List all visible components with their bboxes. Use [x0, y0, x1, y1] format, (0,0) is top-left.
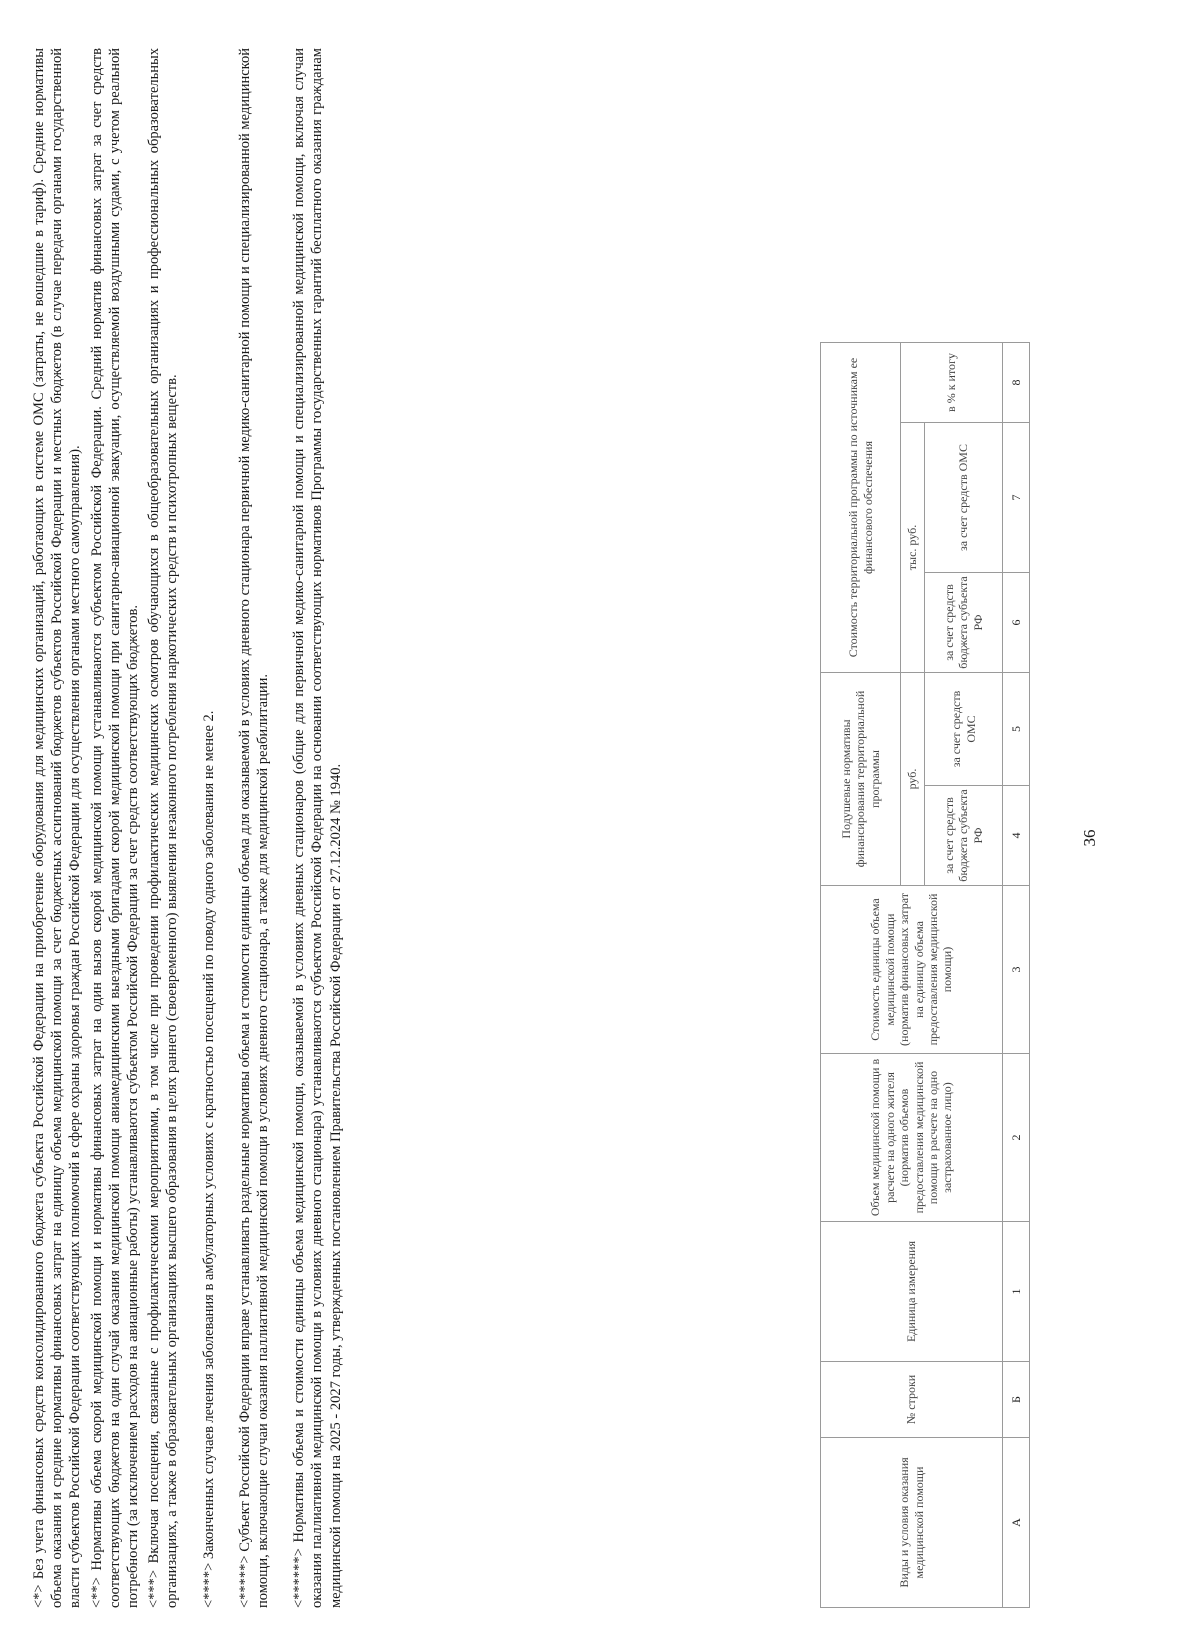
footnotes	[30, 48, 780, 1608]
footnote: <***> Включая посещения, связанные с профилактическими мероприятиями, в том числе при проведении профилактических медицинских осмотров обучающихся в общеобразовательных организациях и профессиональных образовательных организациях, а также в образовательных организациях высшего образования в целях раннего (своевременного) выявления незаконного потребления наркотических средств и психотропных веществ.	[146, 48, 181, 1608]
header-thous-rub: тыс. руб.	[901, 423, 925, 673]
header-col-a: Виды и условия оказания медицинской помощи	[821, 1438, 1003, 1608]
header-col-8: в % к итогу	[901, 342, 1003, 422]
header-col-b: № строки	[821, 1362, 1003, 1438]
footnote: <******> Нормативы объема и стоимости единицы объема медицинской помощи, оказываемой в условиях дневных стационаров (общие для первичной медико-санитарной помощи и специализированной медицинской помощи, включая случаи оказания паллиативной медицинской помощи в условиях дневного стационара) устанавливаются субъектом Российской Федерации на основании соответствующих нормативов Программы государственных гарантий бесплатного оказания гражданам медицинской помощи на 2025 - 2027 годы, утвержденных постановлением Правительства Российской Федерации от 27.12.2024 № 1940.	[291, 48, 344, 1608]
header-col-1: Единица измерения	[821, 1222, 1003, 1362]
footnote: <**> Нормативы объема скорой медицинской помощи и нормативы финансовых затрат на один вызов скорой медицинской помощи устанавливаются субъектом Российской Федерации. Средний норматив финансовых затрат за счет средств соответствующих бюджетов на один случай оказания медицинской помощи авиамедицинскими выездными бригадами скорой медицинской помощи при санитарно-авиационной эвакуации, осуществляемой воздушными судами, с учетом реальной потребности (за исключением расходов на авиационные работы) устанавливаются субъектом Российской Федерации за счет средств соответствующих бюджетов.	[88, 48, 142, 1608]
header-col-3: Стоимость единицы объема медицинской помощи (норматив финансовых затрат на единицу объема предоставления медицинской помощи)	[821, 886, 1003, 1054]
column-number: 4	[1003, 786, 1030, 886]
footnote: <****> Законченных случаев лечения заболевания в амбулаторных условиях с кратностью посещений по поводу одного заболевания не менее 2.	[200, 710, 217, 1608]
column-number: 2	[1003, 1054, 1030, 1222]
header-rub: руб.	[901, 673, 925, 886]
column-number: А	[1003, 1438, 1030, 1608]
column-number: 7	[1003, 423, 1030, 573]
table-blank-area	[821, 62, 1030, 342]
header-col-6: за счет средств бюджета субъекта РФ	[925, 573, 1003, 673]
header-group-cost: Стоимость территориальной программы по источникам ее финансового обеспечения	[821, 342, 901, 672]
header-col-5: за счет средств ОМС	[925, 673, 1003, 786]
column-number: 5	[1003, 673, 1030, 786]
column-number: 8	[1003, 342, 1030, 422]
column-number: 1	[1003, 1222, 1030, 1362]
column-number: 6	[1003, 573, 1030, 673]
header-col-2: Объем медицинской помощи в расчете на одного жителя (норматив объемов предоставления медицинской помощи в расчете на одно застрахованное лицо)	[821, 1054, 1003, 1222]
page-number: 36	[1080, 829, 1099, 847]
header-col-4: за счет средств бюджета субъекта РФ	[925, 786, 1003, 886]
column-number: 3	[1003, 886, 1030, 1054]
column-number: Б	[1003, 1362, 1030, 1438]
header-col-7: за счет средств ОМС	[925, 423, 1003, 573]
footnote: <*> Без учета финансовых средств консолидированного бюджета субъекта Российской Федерации на приобретение оборудования для медицинских организаций, работающих в системе ОМС (затраты, не вошедшие в тариф). Средние нормативы объема оказания и средние нормативы финансовых затрат на единицу объема медицинской помощи за счет бюджетных ассигнований бюджетов субъектов Российской Федерации и местных бюджетов (в случае передачи органами государственной власти субъектов Российской Федерации соответствующих полномочий в сфере охраны здоровья граждан Российской Федерации для осуществления органами местного самоуправления).	[31, 48, 84, 1608]
norms-table	[820, 62, 1030, 1608]
header-group-norms: Подушевые нормативы финансирования территориальной программы	[821, 673, 901, 886]
footnote: <*****> Субъект Российской Федерации вправе устанавливать раздельные нормативы объема и стоимости единицы объема для оказываемой в условиях дневного стационара первичной медико-санитарной помощи и специализированной медицинской помощи, включающие случаи оказания паллиативной медицинской помощи в условиях дневного стационара, а также для медицинской реабилитации.	[236, 48, 272, 1608]
